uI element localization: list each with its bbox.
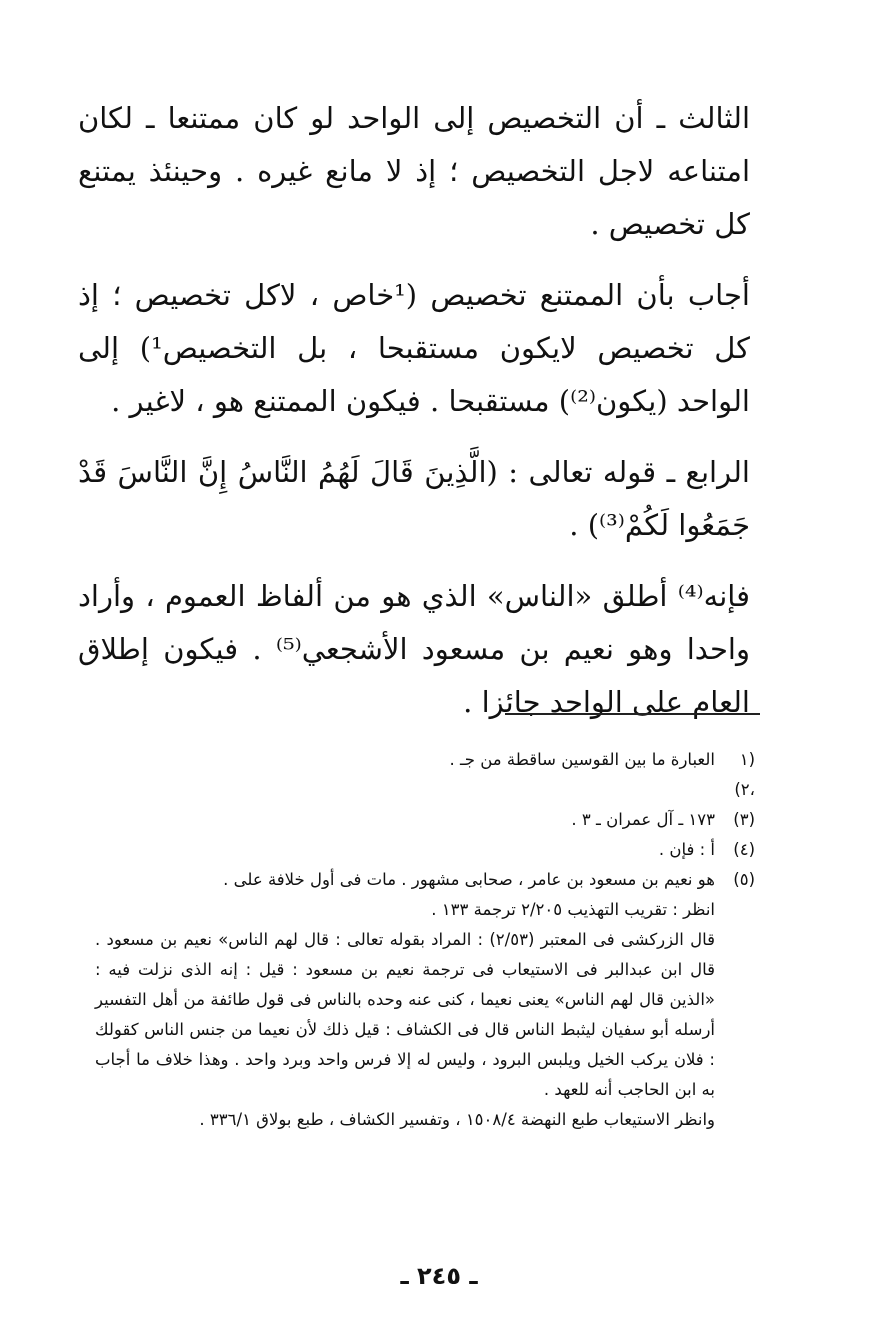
footnote-number: (٣) xyxy=(733,810,755,829)
footnotes xyxy=(95,745,755,1135)
page-number: ـ ٢٤٥ ـ xyxy=(400,1262,478,1290)
footnote-item xyxy=(95,745,755,805)
footnote-line: قال الزركشى فى المعتبر (٢/٥٣) : المراد بقوله تعالى : قال لهم الناس» نعيم بن مسعود . قال ابن عبدالبر فى الاستيعاب فى ترجمة نعيم بن مسعود : قيل : إنه الذى نزلت فيه : «الذين قال لهم الناس» يعنى نعيما ، كنى عنه وحده بالناس فى قول طائفة من أهل التفسير أرسله أبو سفيان ليثبط الناس قال فى الكشاف : قيل ذلك لأن نعيما من جنس الناس كقولك : فلان يركب الخيل ويلبس البرود ، وليس له إلا فرس واحد وبرد واحد . وهذا خلاف ما أجاب به ابن الحاجب أنه للعهد . xyxy=(95,930,715,1099)
paragraph-fourth-argument: الرابع ـ قوله تعالى : (الَّذِينَ قَالَ لَهُمُ النَّاسُ إِنَّ النَّاسَ قَدْ جَمَعُوا لَكُمْ⁽³⁾) . xyxy=(78,455,750,542)
footnote-line: هو نعيم بن مسعود بن عامر ، صحابى مشهور . مات فى أول خلافة على . xyxy=(223,870,715,889)
footnote-number: (٤) xyxy=(733,840,755,859)
footnote-text xyxy=(95,745,715,775)
footnote-text xyxy=(95,865,715,1135)
paragraph-explanation: فإنه⁽⁴⁾ أطلق «الناس» الذي هو من ألفاظ العموم ، وأراد واحدا وهو نعيم بن مسعود الأشجعي⁽⁵⁾ . فيكون إطلاق العام على الواحد جائزا . xyxy=(78,579,750,719)
footnote-line: العبارة ما بين القوسين ساقطة من جـ . xyxy=(449,750,715,769)
footnote-line: أ : فإن . xyxy=(658,840,715,859)
footnote-item xyxy=(95,835,755,865)
footnote-line: ١٧٣ ـ آل عمران ـ ٣ . xyxy=(571,810,715,829)
footnote-number: (٥) xyxy=(733,870,755,889)
main-text xyxy=(78,92,750,747)
paragraph-third-argument: الثالث ـ أن التخصيص إلى الواحد لو كان ممتنعا ـ لكان امتناعه لاجل التخصيص ؛ إذ لا مانع غيره . وحينئذ يمتنع كل تخصيص . xyxy=(78,101,750,241)
footnote-line: انظر : تقريب التهذيب ٢/٢٠٥ ترجمة ١٣٣ . xyxy=(431,900,715,919)
footnote-item xyxy=(95,805,755,835)
footnote-line: وانظر الاستيعاب طبع النهضة ١٥٠٨/٤ ، وتفسير الكشاف ، طبع بولاق ٣٣٦/١ . xyxy=(199,1110,715,1129)
paragraph-answer: أجاب بأن الممتنع تخصيص (¹خاص ، لاكل تخصيص ؛ إذ كل تخصيص لايكون مستقبحا ، بل التخصيص¹) إلى الواحد (يكون⁽²⁾) مستقبحا . فيكون الممتنع هو ، لاغير . xyxy=(78,278,750,418)
footnote-separator xyxy=(505,713,760,715)
footnote-text xyxy=(95,805,715,835)
footnote-number: (١ ،٢) xyxy=(734,750,755,799)
footnote-item xyxy=(95,865,755,1135)
footnote-text xyxy=(95,835,715,865)
